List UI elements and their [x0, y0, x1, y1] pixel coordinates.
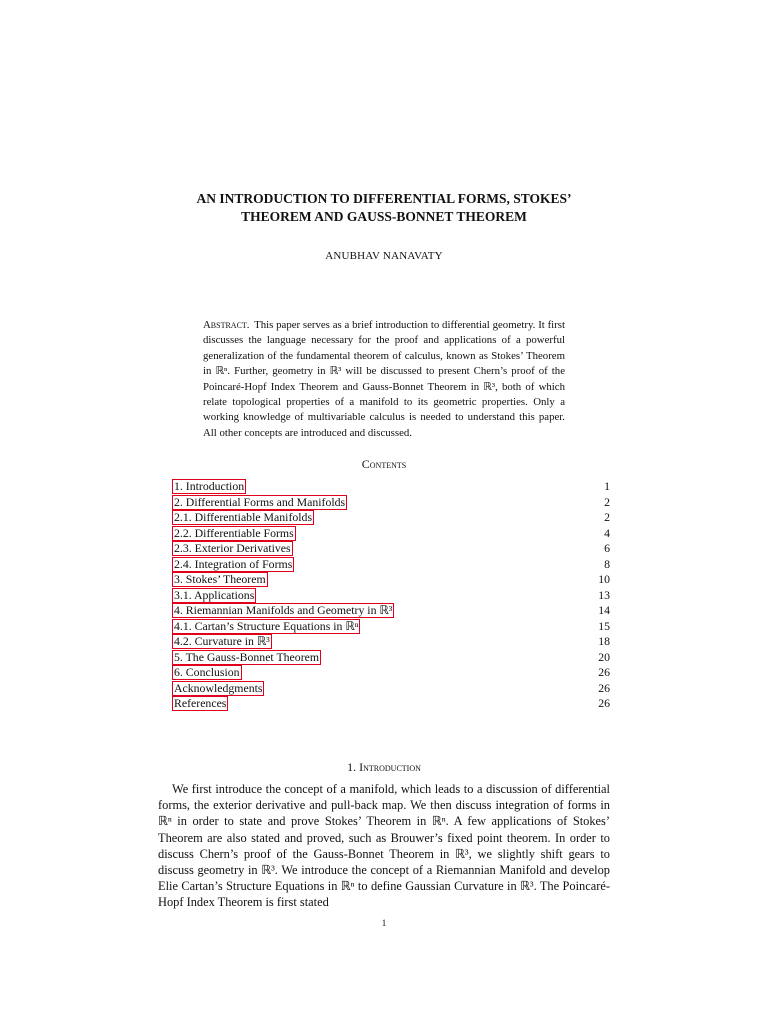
toc-page-number: 4	[604, 525, 610, 540]
abstract	[203, 318, 565, 441]
abstract-label: Abstract.	[203, 319, 250, 331]
toc-page-number: 18	[598, 634, 610, 648]
section-heading	[184, 760, 584, 775]
toc-entry	[172, 572, 610, 588]
toc-page-number: 15	[598, 618, 610, 633]
title-line-2: THEOREM AND GAUSS-BONNET THEOREM	[241, 209, 527, 224]
toc-page-number: 13	[598, 587, 610, 602]
toc-link[interactable]: 5. The Gauss-Bonnet Theorem	[174, 649, 320, 664]
toc-entry	[172, 526, 610, 542]
toc-page-number: 2	[604, 510, 610, 524]
toc-link[interactable]: 4.2. Curvature in ℝ³	[174, 634, 270, 648]
section-number: 1.	[347, 760, 357, 774]
author-name: ANUBHAV NANAVATY	[325, 250, 443, 262]
toc-page-number: 26	[598, 665, 610, 679]
page-number: 1	[381, 918, 387, 928]
toc-link[interactable]: 1. Introduction	[174, 479, 245, 493]
toc-link[interactable]: 6. Conclusion	[174, 665, 240, 679]
table-of-contents	[172, 479, 610, 712]
toc-page-number: 20	[598, 649, 610, 664]
toc-page-number: 8	[604, 556, 610, 571]
toc-page-number: 26	[598, 696, 610, 710]
toc-page-number: 26	[598, 680, 610, 695]
toc-link[interactable]: 2.2. Differentiable Forms	[174, 525, 294, 540]
introduction-paragraph: We first introduce the concept of a manifold, which leads to a discussion of differential forms, the exterior derivative and pull-back map. We then discuss integration of forms in ℝⁿ in order to state and prove Stokes’ Theorem in ℝⁿ. A few applications of Stokes’ Theorem are also stated and proved, such as Brouwer’s fixed point theorem. In order to discuss Chern’s proof of the Gauss-Bonnet Theorem in ℝ³, we slightly shift gears to discuss geometry in ℝ³. We introduce the concept of a Riemannian Manifold and develop Elie Cartan’s Structure Equations in ℝⁿ to define Gaussian Curvature in ℝ³. The Poincaré-Hopf Index Theorem is first stated	[158, 782, 610, 910]
toc-page-number: 6	[604, 541, 610, 555]
toc-entry	[172, 603, 610, 619]
contents-heading: Contents	[361, 457, 407, 471]
toc-entry	[172, 650, 610, 666]
toc-page-number: 1	[604, 479, 610, 493]
toc-link[interactable]: 2.4. Integration of Forms	[174, 556, 293, 571]
toc-entry	[172, 681, 610, 697]
toc-link[interactable]: 4.1. Cartan’s Structure Equations in ℝⁿ	[174, 618, 359, 633]
section-title: Introduction	[359, 760, 421, 774]
toc-link[interactable]: 2. Differential Forms and Manifolds	[174, 494, 346, 509]
toc-page-number: 2	[604, 494, 610, 509]
toc-entry	[172, 557, 610, 573]
toc-entry	[172, 588, 610, 604]
toc-link[interactable]: 2.3. Exterior Derivatives	[174, 541, 291, 555]
toc-entry	[172, 696, 610, 712]
toc-link[interactable]: Acknowledgments	[174, 680, 263, 695]
toc-link[interactable]: References	[174, 696, 227, 710]
abstract-text: This paper serves as a brief introduction to differential geometry. It first discusses the language necessary for the proof and applications of a powerful generalization of the fundamental theorem of calculus, known as Stokes’ Theorem in ℝⁿ. Further, geometry in ℝ³ will be discussed to present Chern’s proof of the Poincaré-Hopf Index Theorem and Gauss-Bonnet Theorem in ℝ³, both of which relate topological properties of a manifold to its geometric properties. Only a working knowledge of multivariable calculus is needed to understand this paper. All other concepts are introduced and discussed.	[203, 319, 565, 439]
toc-entry	[172, 619, 610, 635]
toc-page-number: 14	[598, 603, 610, 617]
toc-entry	[172, 495, 610, 511]
toc-link[interactable]: 3. Stokes’ Theorem	[174, 572, 266, 586]
paper-title	[100, 190, 668, 226]
toc-entry	[172, 634, 610, 650]
toc-link[interactable]: 3.1. Applications	[174, 587, 255, 602]
toc-link[interactable]: 2.1. Differentiable Manifolds	[174, 510, 313, 524]
toc-entry	[172, 479, 610, 495]
title-line-1: AN INTRODUCTION TO DIFFERENTIAL FORMS, STOKES’	[196, 191, 572, 206]
toc-entry	[172, 541, 610, 557]
toc-entry	[172, 665, 610, 681]
toc-page-number: 10	[598, 572, 610, 586]
toc-link[interactable]: 4. Riemannian Manifolds and Geometry in ℝ³	[174, 603, 393, 617]
toc-entry	[172, 510, 610, 526]
